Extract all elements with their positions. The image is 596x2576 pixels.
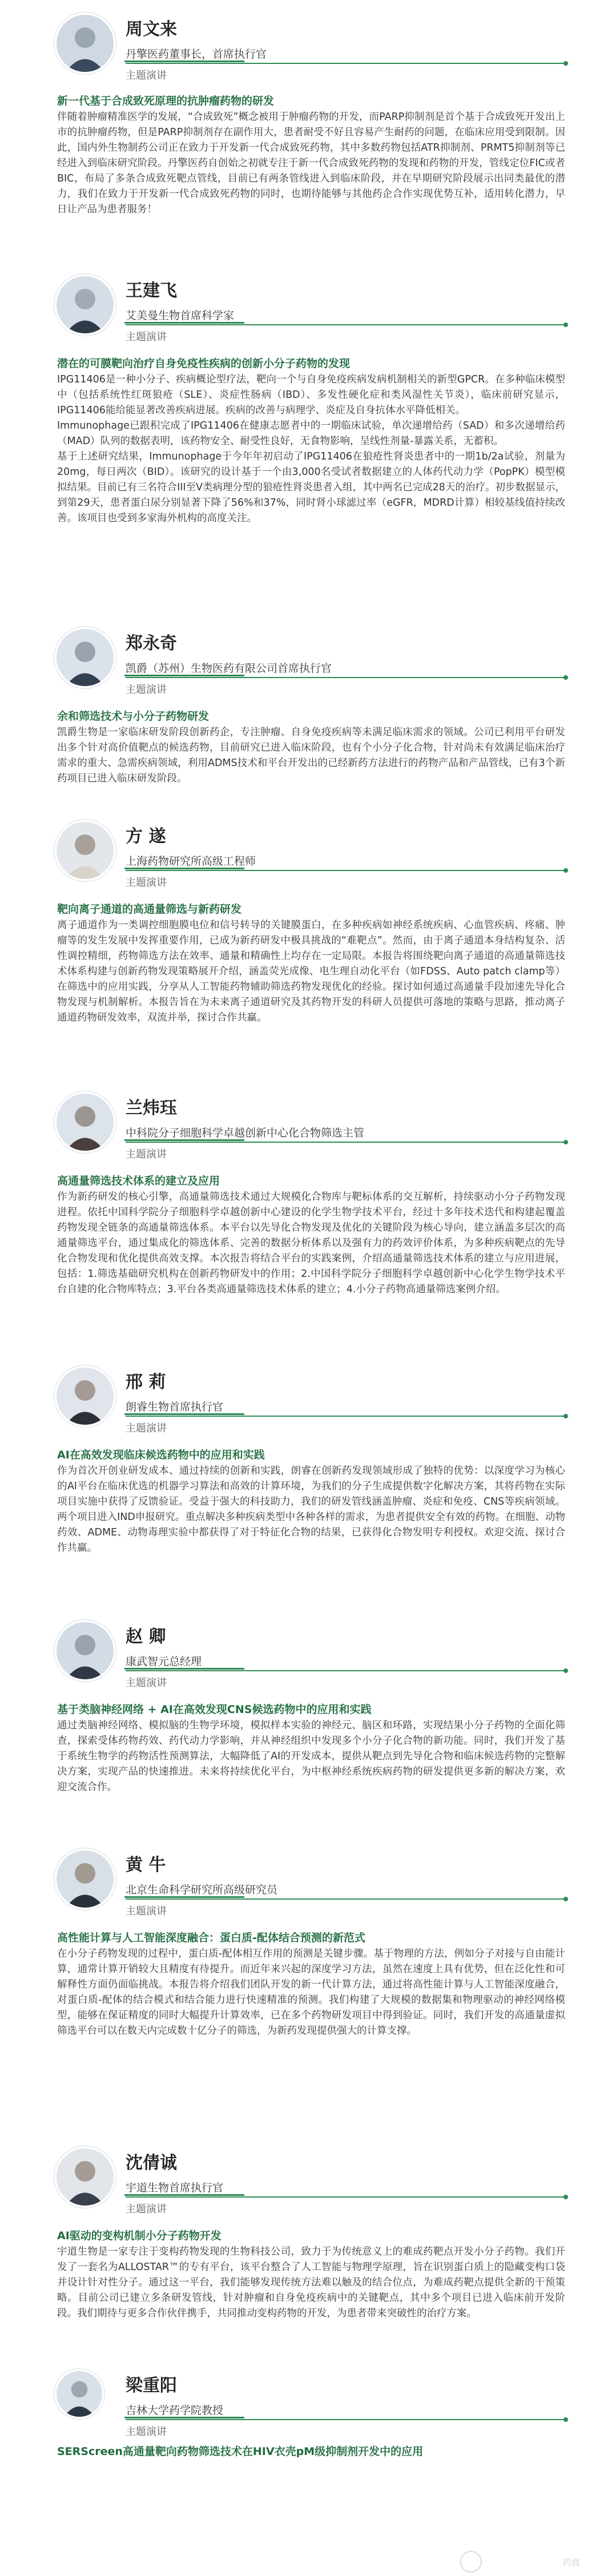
talk-title: 高性能计算与人工智能深度融合：蛋白质-配体结合预测的新范式	[57, 1932, 365, 1944]
divider	[126, 324, 568, 325]
speaker-role: 主题演讲	[126, 70, 167, 82]
talk-abstract: 通过类脑神经网络、模拟脑的生物学环境，模拟样本实验的神经元、脑区和环路，实现结果小分子药物的全面化筛查，探索受体药物药效、药代动力学影响，并从神经组织中发现多个小分子化合物的新功能。同时，我们开发了基于系统生物学的药物活性预测算法，大幅降低了AI的开发成本，提供从靶点到先导化合物和临床候选药物的完整解决方案，实现产品的快速推进。未来将持续优化平台，为中枢神经系统疾病药物的研发提供更多新的解决方案，欢迎交流合作。	[57, 1720, 565, 1793]
avatar	[54, 1091, 116, 1153]
talk-abstract: 凯爵生物是一家临床研发阶段创新药企，专注肿瘤、自身免疫疾病等未满足临床需求的领域。公司已利用平台研发出多个针对高价值靶点的候选药物，目前研究已进入临床阶段，也有个小分子化合物，针对尚未有效满足临床治疗需求的重大、急需疾病领域，利用ADMS技术和平台开发出的已经新药方法进行的药物产品和产品管线，已有3个新药项目已进入临床研发阶段。	[57, 727, 565, 784]
avatar	[54, 1365, 116, 1427]
talk-abstract: 作为首次开创业研发成本、通过持续的创新和实践，朗睿在创新药发现领域形成了独特的优势：以深度学习为核心的AI平台在临床优选的机器学习算法和高效的计算环境，为我们的分子生成提供数字化解决方案，其将药物在实际项目实施中获得了反馈验证。受益于强大的科技助力，我们的研发管线涵盖肿瘤、炎症和免疫、CNS等疾病领域。两个项目进入IND申报研究。重点解决多种疾病类型中各种各样的需求，为患者提供安全有效的药物。在细胞、动物药效、ADME、动物毒理实验中都获得了对于特征化合物的结果，已获得化合物发明专利授权。欢迎交流、探讨合作共赢。	[57, 1465, 565, 1554]
speaker-name: 梁重阳	[126, 2376, 177, 2396]
talk-title: AI在高效发现临床候选药物中的应用和实践	[57, 1449, 265, 1461]
divider	[126, 1670, 568, 1671]
avatar	[54, 1620, 116, 1682]
speaker-role: 主题演讲	[126, 331, 167, 343]
divider	[126, 63, 568, 64]
speaker-name: 黄 牛	[126, 1855, 166, 1875]
avatar	[54, 274, 116, 336]
speaker-name: 沈倩诚	[126, 2153, 177, 2173]
talk-abstract: 作为新药研发的核心引擎，高通量筛选技术通过大规模化合物库与靶标体系的交互解析，持续驱动小分子药物发现进程。依托中国科学院分子细胞科学卓越创新中心建设的化学生物学技术平台，经过十多年技术迭代和构建起覆盖药物发现全链条的高通量筛选体系。本平台以先导化合物发现及优化的关键阶段为核心导向，建立涵盖多层次的高通量筛选平台，通过集成化的筛选体系、完善的数据分析体系以及强有力的药效评价体系，为多种疾病靶点的先导化合物发现和优化提供高效支撑。本次报告将结合平台的实践案例，介绍高通量筛选技术体系的建立与应用进展，包括：1.筛选基础研究机构在创新药物研发中的作用；2.中国科学院分子细胞科学卓越创新中心化学生物学技术平台自建的化合物库特点；3.平台各类高通量筛选技术体系的建立；4.小分子药物高通量筛选案例介绍。	[57, 1191, 565, 1295]
speaker-affiliation: 宇道生物首席执行官	[126, 2182, 224, 2194]
talk-abstract: 离子通道作为一类调控细胞膜电位和信号转导的关键膜蛋白，在多种疾病如神经系统疾病、心血管疾病、疼痛、肿瘤等的发生发展中发挥重要作用，已成为新药研发中极具挑战的“难靶点”。然而，由于离子通道本身结构复杂、活性调控精细，药物筛选方法在效率、通量和精确性上均存在一定局限。本报告将围绕靶向离子通道的高通量筛选技术体系构建与创新药物发现策略展开介绍，涵盖荧光成像、电生理自动化平台（如FDSS、Auto patch clamp等）在筛选中的应用实践，分享从人工智能药物辅助筛选药物发现优化的经验。探讨如何通过高通量手段加速先导化合物发现与机制解析。本报告旨在为未来离子通道研究及其药物开发的科研人员提供可落地的策略与思路，推动离子通道药物研发效率，双流并举，探讨合作共赢。	[57, 920, 565, 1023]
watermark-logo-icon	[460, 2551, 482, 2573]
divider	[126, 2196, 568, 2198]
speaker-role: 主题演讲	[126, 684, 167, 696]
speaker-affiliation: 中科院分子细胞科学卓越创新中心化合物筛选主管	[126, 1127, 365, 1139]
speaker-affiliation: 凯爵（苏州）生物医药有限公司首席执行官	[126, 662, 332, 675]
talk-title: 潜在的可膜靶向治疗自身免疫性疾病的创新小分子药物的发现	[57, 357, 351, 370]
divider	[126, 870, 568, 871]
divider	[126, 1898, 568, 1900]
talk-title: AI驱动的变构机制小分子药物开发	[57, 2230, 222, 2242]
speaker-name: 兰炜珏	[126, 1098, 177, 1118]
talk-abstract: 宇道生物是一家专注于变构药物发现的生物科技公司，致力于为传统意义上的难成药靶点开发小分子药物。我们开发了一套名为ALLOSTAR™的专有平台，该平台整合了人工智能与物理学原理，旨在识别蛋白质上的隐藏变构口袋并设计针对性分子。通过这一平台，我们能够发现传统方法难以触及的结合位点，为难成药靶点提供全新的干预策略。目前公司已建立多条研发管线，针对肿瘤和自身免疫疾病中的关键靶点，其中多个项目已进入临床前开发阶段。我们期待与更多合作伙伴携手，共同推动变构药物的开发，为患者带来突破性的治疗方案。	[57, 2246, 565, 2319]
speaker-name: 邢 莉	[126, 1372, 166, 1392]
divider	[126, 2419, 568, 2420]
talk-title: 余和筛选技术与小分子药物研发	[57, 710, 210, 723]
speaker-name: 王建飞	[126, 281, 177, 301]
avatar	[54, 1848, 116, 1910]
divider	[126, 677, 568, 678]
talk-title: 靶向离子通道的高通量筛选与新药研发	[57, 903, 242, 916]
speaker-affiliation: 丹擎医药董事长，首席执行官	[126, 48, 267, 61]
speaker-name: 方 遂	[126, 827, 166, 846]
avatar	[54, 2369, 104, 2419]
speaker-role: 主题演讲	[126, 1905, 167, 1917]
talk-title: 新一代基于合成致死原理的抗肿瘤药物的研发	[57, 95, 275, 107]
avatar	[54, 13, 116, 74]
speaker-role: 主题演讲	[126, 1422, 167, 1434]
speaker-affiliation: 吉林大学药学院教授	[126, 2404, 224, 2417]
avatar	[54, 820, 116, 881]
speaker-role: 主题演讲	[126, 1148, 167, 1160]
speaker-affiliation: 康武智元总经理	[126, 1655, 202, 1668]
talk-abstract: IPG11406是一种小分子、疾病概论型疗法，靶向一个与自身免疫疾病发病机制相关的新型GPCR。在多种临床模型中（包括系统性红斑狼疮（SLE）、炎症性肠病（IBD）、多发性硬化症和类风湿性关节炎），临床前研究显示，IPG11406能给能显著改善疾病进展。疾病的改善与病理学、炎症及自身抗体水平降低相关。 Immunophage已跟积完成了IPG11406在健康志愿者中的一期临床试验，单次递增给药（SAD）和多次递增给药（MAD）队列的数据表明，该药物安全、耐受性良好，无食物影响，呈线性剂量-暴露关系，无蓄积。 基于上述研究结果，Immunophage于今年年初启动了IPG11406在狼疮性肾炎患者中的一期1b/2a试验，剂量为20mg，每日两次（BID）。该研究的设计基于一个由3,000名受试者数据建立的人体药代动力学（PopPK）模型模拟结果。目前已有三名符合III至V类病理分型的狼疮性肾炎患者入组，其中两名已完成28天的治疗。初步数据显示，到第29天，患者蛋白尿分别显著下降了56%和37%，同时肾小球滤过率（eGFR，MDRD计算）相较基线值持续改善。该项目也受到多家海外机构的高度关注。	[57, 374, 565, 524]
talk-title: 基于类脑神经网络 + AI在高效发现CNS候选药物中的应用和实践	[57, 1703, 372, 1716]
avatar	[54, 627, 116, 688]
talk-title: SERScreen高通量靶向药物筛选技术在HIV衣壳pM级抑制剂开发中的应用	[57, 2445, 424, 2458]
speaker-role: 主题演讲	[126, 2426, 167, 2438]
divider	[126, 1416, 568, 1417]
speaker-name: 周文来	[126, 19, 177, 39]
talk-abstract: 伴随着肿瘤精准医学的发展，“合成致死”概念被用于肿瘤药物的开发，而PARP抑制剂是首个基于合成致死开发出上市的抗肿瘤药物，但是PARP抑制剂存在副作用大，患者耐受不好且容易产生耐药的问题，在临床应用受到限制。因此，国内外生物制药公司正在致力于开发新一代合成致死药物，其中多数药物包括ATR抑制剂、PRMT5抑制剂等已经进入到临床研究阶段。丹擎医药自创始之初就专注于新一代合成致死药物的发现和药物的开发，管线定位FIC或者BIC，布局了多条合成致死靶点管线，目前已有两条管线进入到临床阶段，并在早期研究阶段展示出同类最优的潜力，我们在致力于开发新一代合成致死药物的同时，也期待能够与其他药企合作实现优势互补，适用转化潜力，早日让产品为患者服务！	[57, 111, 565, 215]
watermark: 药渡	[562, 2557, 580, 2567]
speaker-role: 主题演讲	[126, 2203, 167, 2215]
talk-abstract: 在小分子药物发现的过程中，蛋白质-配体相互作用的预测是关键步骤。基于物理的方法，例如分子对接与自由能计算，通常计算开销较大且精度有待提升。而近年来兴起的深度学习方法，虽然在速度上具有优势，但在泛化性和可解释性方面仍面临挑战。本报告将介绍我们团队开发的新一代计算方法，通过将高性能计算与人工智能深度融合，对蛋白质-配体的结合模式和结合能力进行快速精准的预测。我们构建了大规模的数据集和物理驱动的神经网络模型，能够在保证精度的同时大幅提升计算效率，已在多个药物研发项目中得到验证。同时，我们开发的高通量虚拟筛选平台可以在数天内完成数十亿分子的筛选，为新药发现提供强大的计算支撑。	[57, 1948, 565, 2037]
speaker-name: 郑永奇	[126, 634, 177, 654]
avatar	[54, 2146, 116, 2208]
speaker-affiliation: 北京生命科学研究所高级研究员	[126, 1884, 278, 1896]
speaker-affiliation: 艾美曼生物首席科学家	[126, 309, 235, 322]
speaker-role: 主题演讲	[126, 1677, 167, 1689]
speaker-affiliation: 朗睿生物首席执行官	[126, 1401, 224, 1413]
speaker-role: 主题演讲	[126, 877, 167, 889]
talk-title: 高通量筛选技术体系的建立及应用	[57, 1175, 220, 1187]
speaker-name: 赵 卿	[126, 1627, 166, 1647]
speaker-affiliation: 上海药物研究所高级工程师	[126, 855, 256, 868]
divider	[126, 1142, 568, 1143]
